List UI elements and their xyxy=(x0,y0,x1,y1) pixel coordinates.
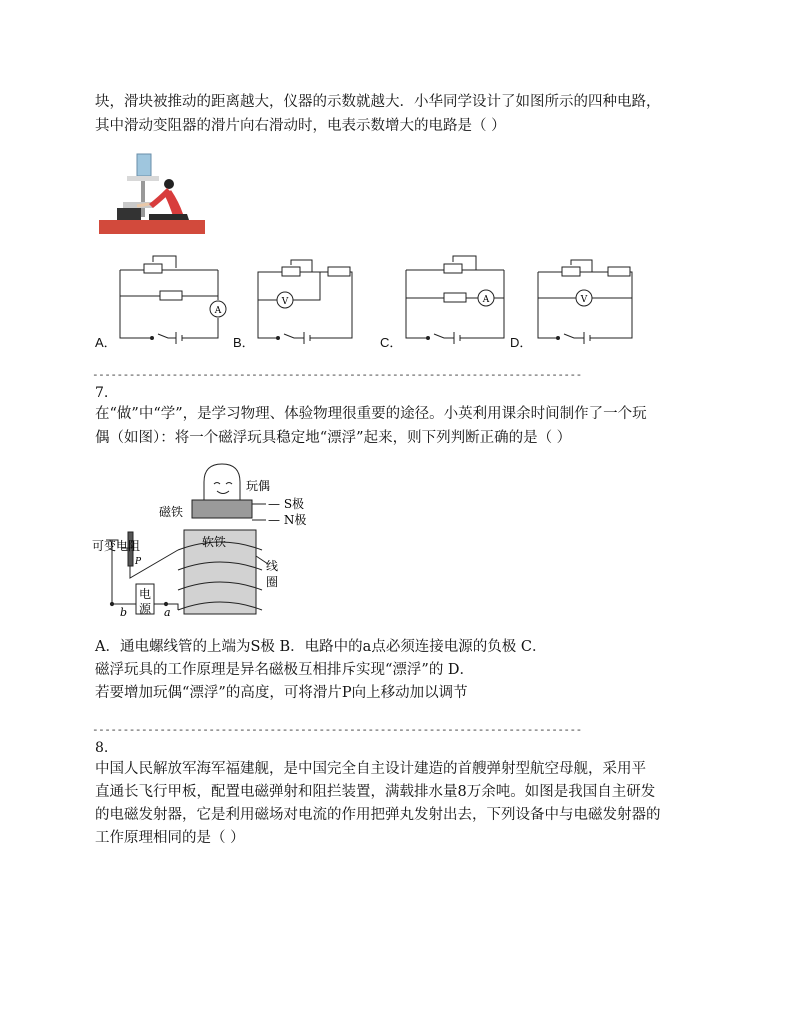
label-coil-1: 线 xyxy=(266,559,279,573)
q7-text-line-1: 在“做”中“学”，是学习物理、体验物理很重要的途径。小英利用课余时间制作了一个玩 xyxy=(95,406,647,422)
voltmeter-label: V xyxy=(281,297,289,307)
label-coil-2: 圈 xyxy=(266,575,279,589)
label-point-b: b xyxy=(120,606,128,619)
q8-text-line-1: 中国人民解放军海军福建舰，是中国完全自主设计建造的首艘弹射型航空母舰，采用平 xyxy=(95,761,646,777)
q6-text-line-1: 块，滑块被推动的距离越大，仪器的示数就越大．小华同学设计了如图所示的四种电路， xyxy=(95,94,661,110)
question-number-7: 7. xyxy=(95,385,109,401)
q8-text-line-4: 工作原理相同的是（ ） xyxy=(95,830,245,846)
question-separator: -------------------------------------------------------------------------------- xyxy=(92,723,582,736)
option-c-label: C． xyxy=(380,335,403,350)
option-a-label: A． xyxy=(95,335,117,350)
q8-text-line-2: 直通长飞行甲板，配置电磁弹射和阻拦装置，满载排水量8万余吨。如图是我国自主研发 xyxy=(95,784,656,800)
label-n-pole: — N极 xyxy=(268,513,307,527)
label-power-2: 源 xyxy=(139,602,152,616)
circuit-diagram-c xyxy=(398,252,518,348)
option-d-label: D． xyxy=(510,335,533,350)
label-soft-iron: 软铁 xyxy=(202,535,227,549)
label-point-p: P xyxy=(135,557,142,567)
q7-answer-line-3: 若要增加玩偶“漂浮”的高度，可将滑片P向上移动加以调节 xyxy=(95,685,468,701)
ammeter-label: A xyxy=(482,295,490,305)
circuit-diagram-b xyxy=(248,258,358,348)
q7-text-line-2: 偶（如图）：将一个磁浮玩具稳定地“漂浮”起来，则下列判断正确的是（ ） xyxy=(95,430,572,446)
label-toy: 玩偶 xyxy=(246,479,271,493)
label-point-a: a xyxy=(164,606,171,619)
question-separator: -------------------------------------------------------------------------------- xyxy=(92,368,582,381)
question-number-8: 8. xyxy=(95,740,109,756)
option-b-label: B． xyxy=(233,335,255,350)
sit-and-reach-photo xyxy=(97,150,209,238)
circuit-diagram-a xyxy=(110,252,235,348)
label-magnet: 磁铁 xyxy=(159,505,184,519)
label-power-1: 电 xyxy=(139,587,152,601)
q8-text-line-3: 的电磁发射器，它是利用磁场对电流的作用把弹丸发射出去，下列设备中与电磁发射器的 xyxy=(95,807,661,823)
q6-text-line-2: 其中滑动变阻器的滑片向右滑动时，电表示数增大的电路是（ ） xyxy=(95,118,506,134)
q7-answer-line-1: A．通电螺线管的上端为S极 B．电路中的a点必须连接电源的负极 C． xyxy=(95,639,547,655)
q7-answer-line-2: 磁浮玩具的工作原理是异名磁极互相排斥实现“漂浮”的 D． xyxy=(95,662,475,678)
circuit-diagram-d xyxy=(528,258,640,348)
voltmeter-label: V xyxy=(580,295,588,305)
label-s-pole: — S极 xyxy=(268,497,305,511)
maglev-toy-figure xyxy=(92,460,312,620)
ammeter-label: A xyxy=(214,306,222,316)
label-rheostat: 可变电阻 xyxy=(92,539,141,553)
